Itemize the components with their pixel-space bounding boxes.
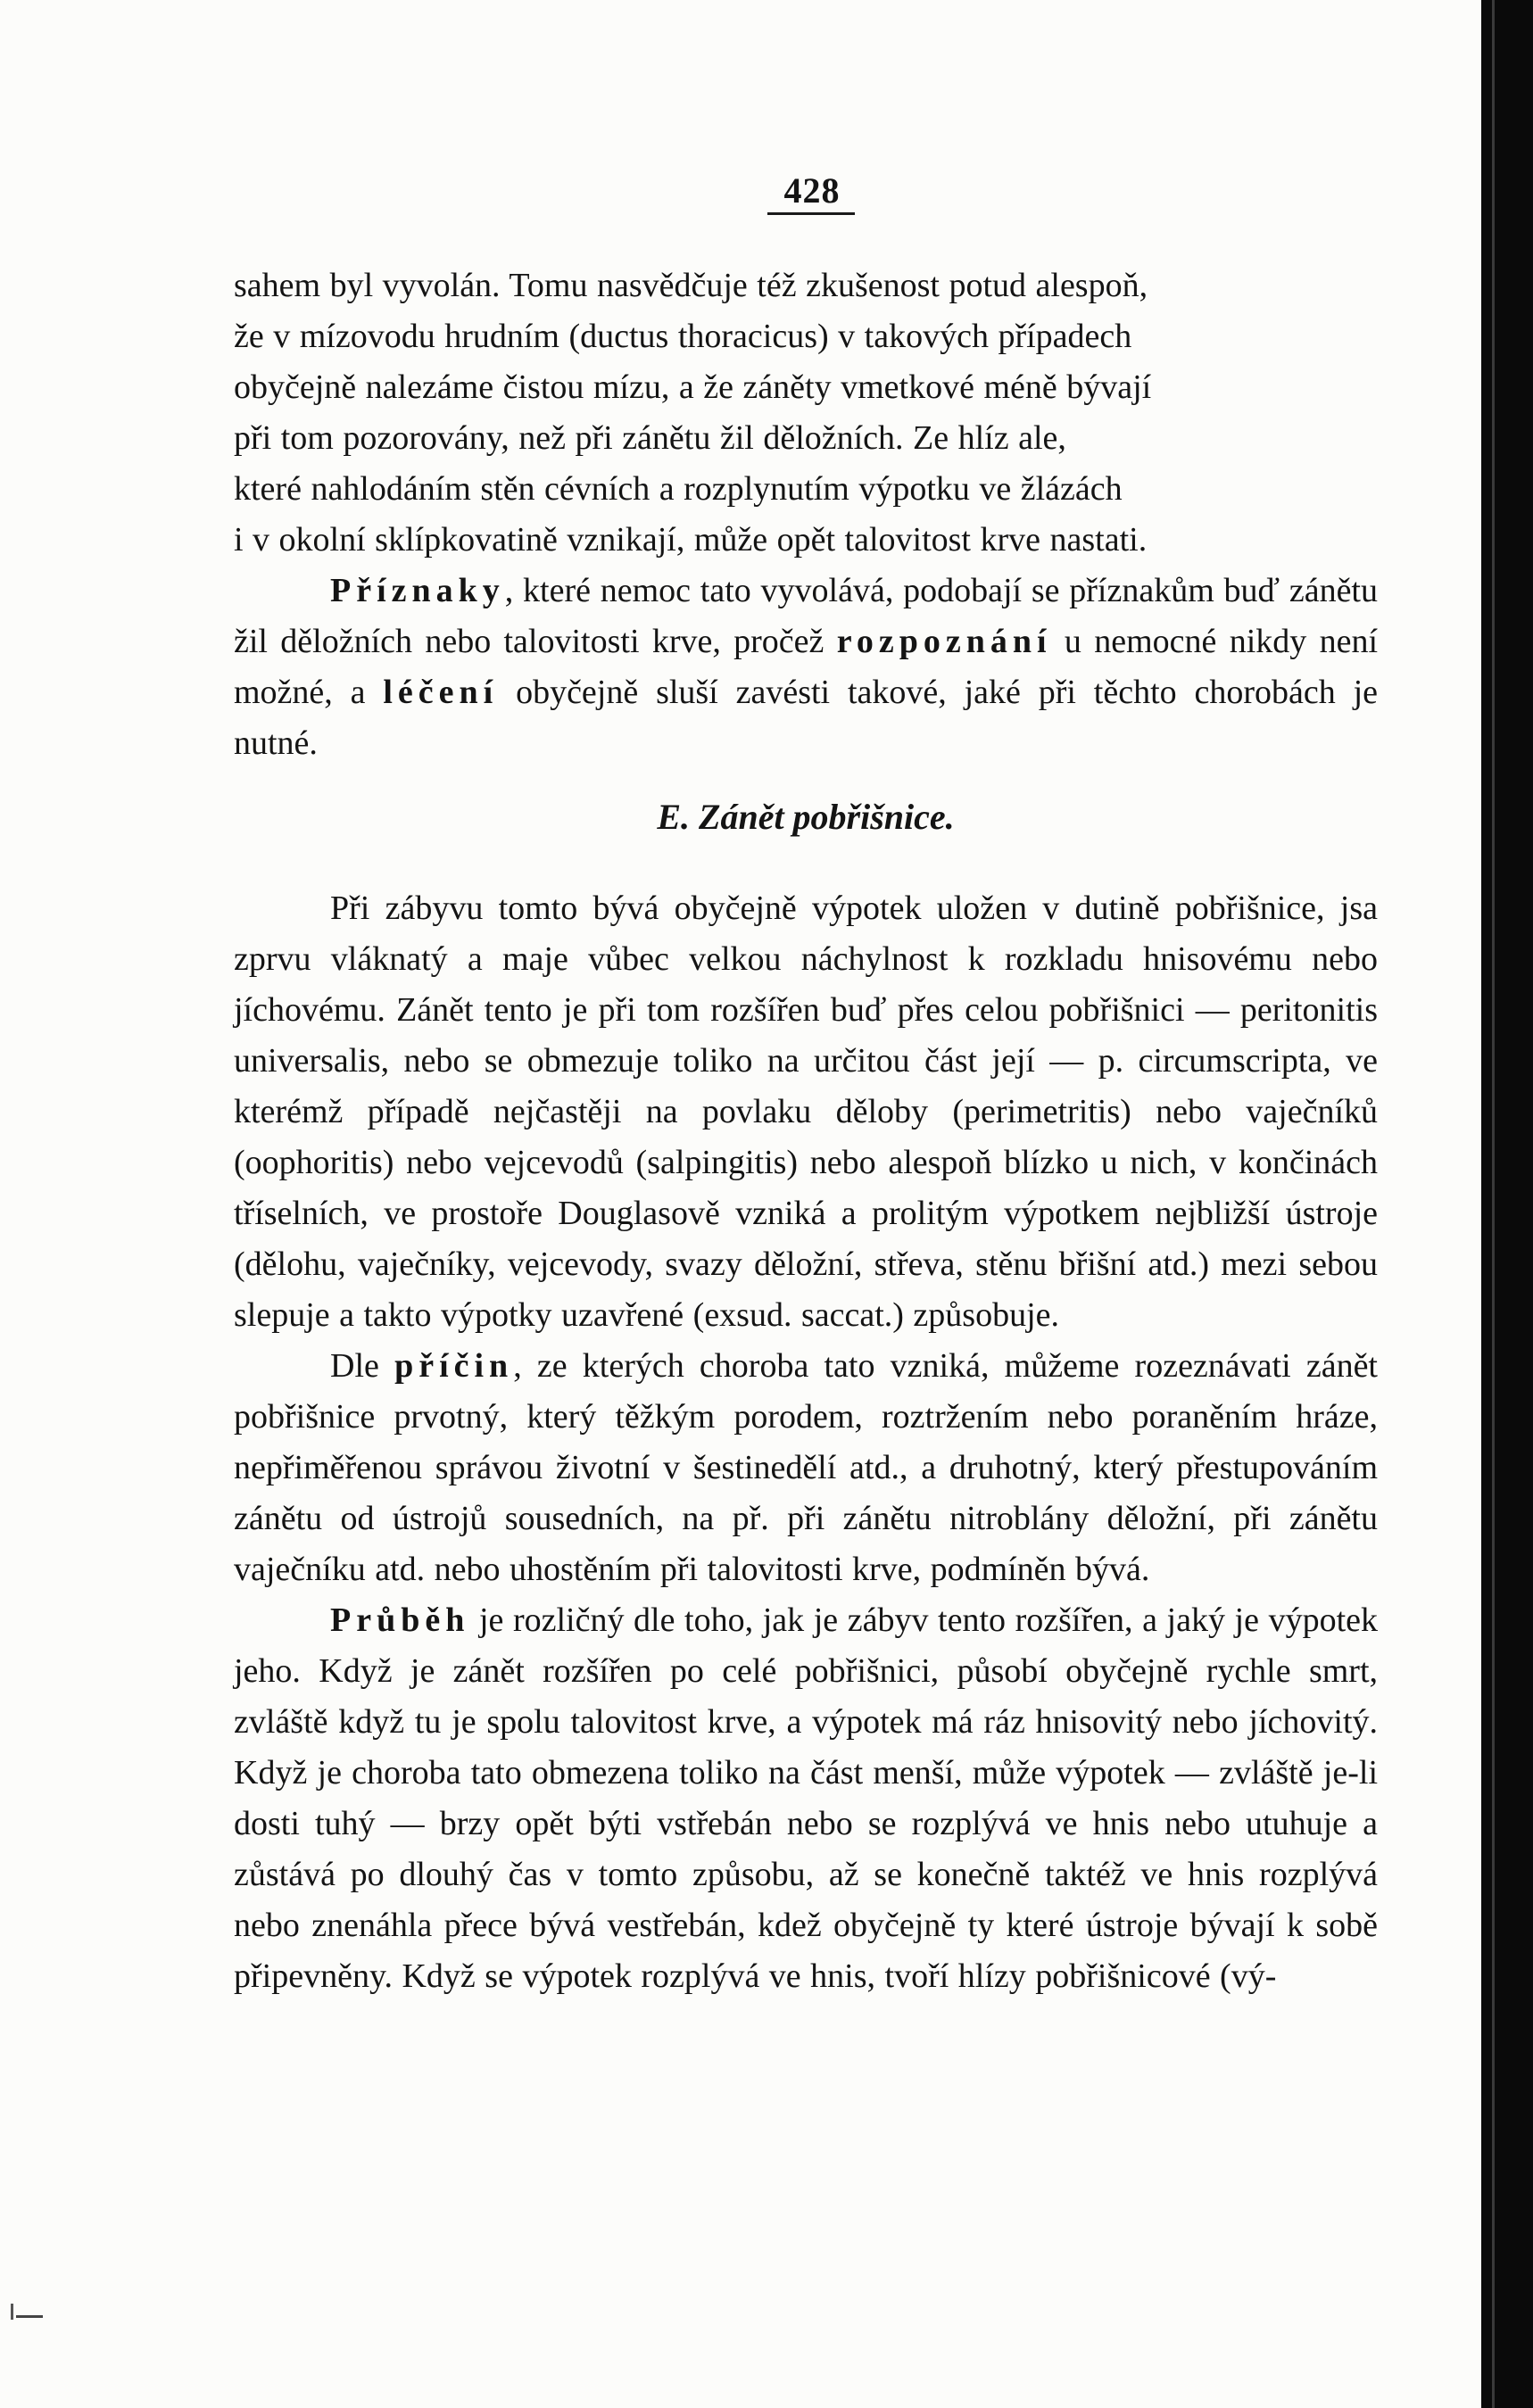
text-line: i v okolní sklípkovatině vznikají, může opět talovitost krve nastati. — [234, 521, 1148, 559]
scan-border-line — [1492, 0, 1495, 2408]
page-number: 428 — [783, 170, 841, 211]
paragraph-lead: Dle — [330, 1347, 395, 1385]
paragraph-causes — [234, 1341, 1378, 1595]
text-line: které nahlodáním stěn cévních a rozplynutím výpotku ve žlázách — [234, 470, 1123, 508]
page-number-underline — [767, 212, 855, 215]
scan-border — [1481, 0, 1533, 2408]
paragraph-text: je rozličný dle toho, jak je zábyv tento rozšířen, a jaký je výpotek jeho. Když je zánět rozšířen po celé pobřišnici, působí obyčejně rychle smrt, zvláště když tu je spolu talovitost krve, a výpotek má ráz hnisovitý nebo jíchovitý. Když je choroba tato obmezena toliko na část menší, může výpotek — zvláště je-li dosti tuhý — brzy opět býti vstřebán nebo se rozplývá ve hnis nebo utuhuje a zůstává po dlouhý čas v tomto způsobu, až se konečně taktéž ve hnis rozplývá nebo znenáhla přece bývá vestřebán, kdež obyčejně ty které ústroje bývají k sobě připevněny. Když se výpotek rozplývá ve hnis, tvoří hlízy pobřišnicové (vý- — [234, 1601, 1378, 1995]
paragraph-text: , ze kterých choroba tato vzniká, můžeme rozeznávati zánět pobřišnice prvotný, který těžkým porodem, roztržením nebo poraněním hráze, nepřiměřenou správou životní v šestinedělí atd., a druhotný, který přestupováním zánětu od ústrojů sousedních, na př. při zánětu nitroblány děložní, při zánětu vaječníku atd. nebo uhostěním při talovitosti krve, podmíněn bývá. — [234, 1347, 1378, 1588]
paragraph-text: u nemocné nikdy není možné, a — [234, 623, 1379, 711]
section-continued-text — [234, 261, 1378, 769]
text-line: že v mízovodu hrudním (ductus thoracicus) v takových případech — [234, 318, 1132, 355]
paragraph-intro: Při zábyvu tomto bývá obyčejně výpotek uložen v dutině pobřišnice, jsa zprvu vláknatý a maje vůbec velkou náchylnost k rozkladu hnisovému nebo jíchovému. Zánět tento je při tom rozšířen buď přes celou pobřišnici — peritonitis universalis, nebo se obmezuje toliko na určitou část její — p. circumscripta, ve kterémž případě nejčastěji na povlaku děloby (perimetritis) nebo vaječníků (oophoritis) nebo vejcevodů (salpingitis) nebo alespoň blízko u nich, v končinách tříselních, ve prostoře Douglasově vzniká a prolitým výpotkem nejbližší ústroje (dělohu, vaječníky, vejcevody, svazy děložní, střeva, stěnu břišní atd.) mezi sebou slepuje a takto výpotky uzavřené (exsud. saccat.) způsobuje. — [234, 890, 1378, 1334]
term-course: Průběh — [330, 1601, 470, 1639]
term-diagnosis: rozpoznání — [836, 623, 1052, 660]
scan-artifact-mark — [16, 2315, 43, 2318]
paragraph-symptoms — [234, 566, 1378, 769]
text-line: obyčejně nalezáme čistou mízu, a že záněty vmetkové méně bývají — [234, 368, 1152, 406]
section-peritonitis-text — [234, 883, 1378, 2002]
paragraph-course — [234, 1595, 1378, 2002]
term-causes: příčin — [394, 1347, 514, 1385]
text-line: při tom pozorovány, než při zánětu žil děložních. Ze hlíz ale, — [234, 419, 1066, 457]
paragraph-text: , které nemoc tato vyvolává, podobají se příznakům buď zánětu žil děložních nebo talovitosti krve, pročež — [234, 572, 1378, 660]
term-symptoms: Příznaky — [330, 572, 505, 609]
section-heading: E. Zánět pobřišnice. — [657, 797, 955, 837]
text-line: sahem byl vyvolán. Tomu nasvědčuje též zkušenost potud alespoň, — [234, 267, 1148, 304]
scan-artifact-mark — [11, 2304, 13, 2320]
paragraph-text: obyčejně sluší zavésti takové, jaké při těchto chorobách je nutné. — [234, 674, 1379, 762]
term-treatment: léčení — [383, 674, 499, 711]
